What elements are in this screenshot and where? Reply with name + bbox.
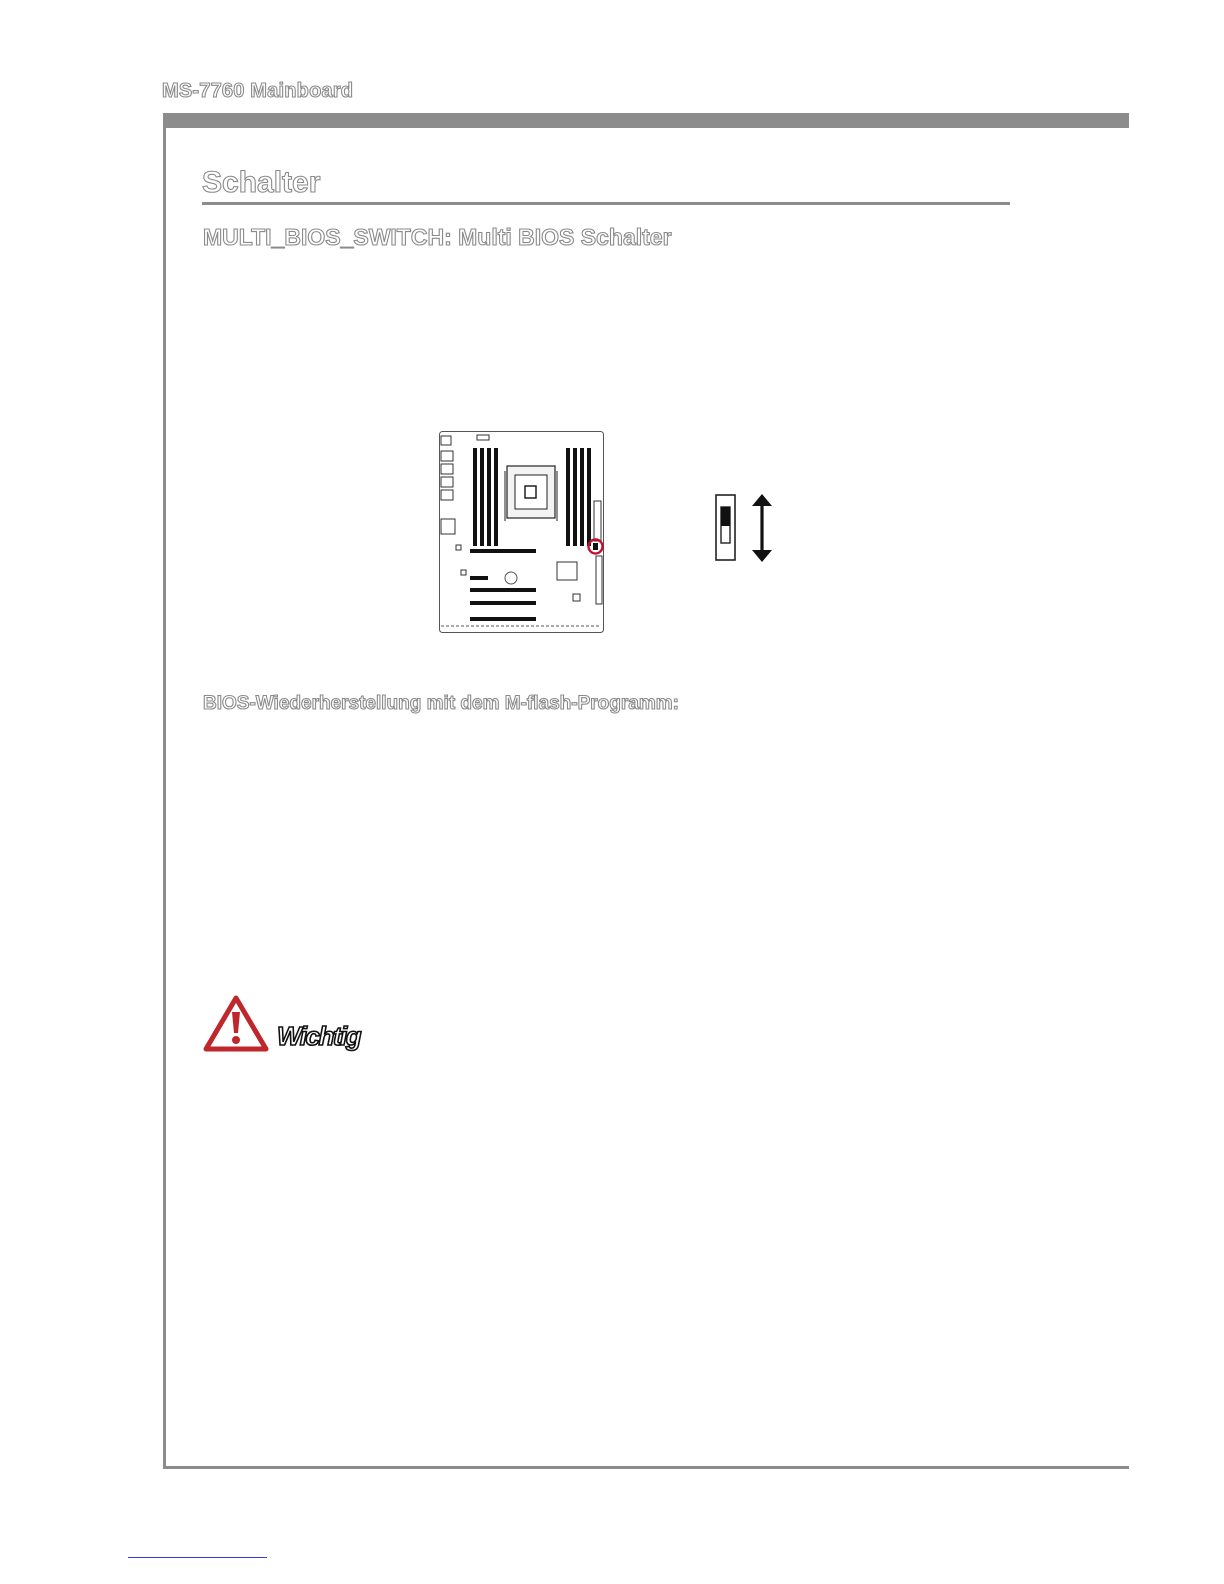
- mainboard-illustration: [439, 431, 605, 634]
- left-margin-rule: [163, 113, 166, 1469]
- double-arrow-icon: [748, 494, 778, 564]
- subsection-title: MULTI_BIOS_SWITCH: Multi BIOS Schalter: [203, 224, 672, 250]
- warning-triangle-icon: [202, 994, 270, 1059]
- running-header: MS-7760 Mainboard: [162, 80, 354, 102]
- recovery-heading: BIOS-Wiederherstellung mit dem M-flash-Programm:: [203, 693, 679, 714]
- footer-link-underline[interactable]: [128, 1557, 267, 1558]
- switch-diagram: [712, 494, 778, 569]
- header-bar: [163, 113, 1129, 128]
- bottom-rule: [163, 1466, 1129, 1469]
- mainboard-diagram: [439, 431, 605, 639]
- section-title: Schalter: [202, 166, 321, 199]
- important-label: Wichtig: [277, 1021, 361, 1051]
- section-title-underline: [202, 202, 1010, 205]
